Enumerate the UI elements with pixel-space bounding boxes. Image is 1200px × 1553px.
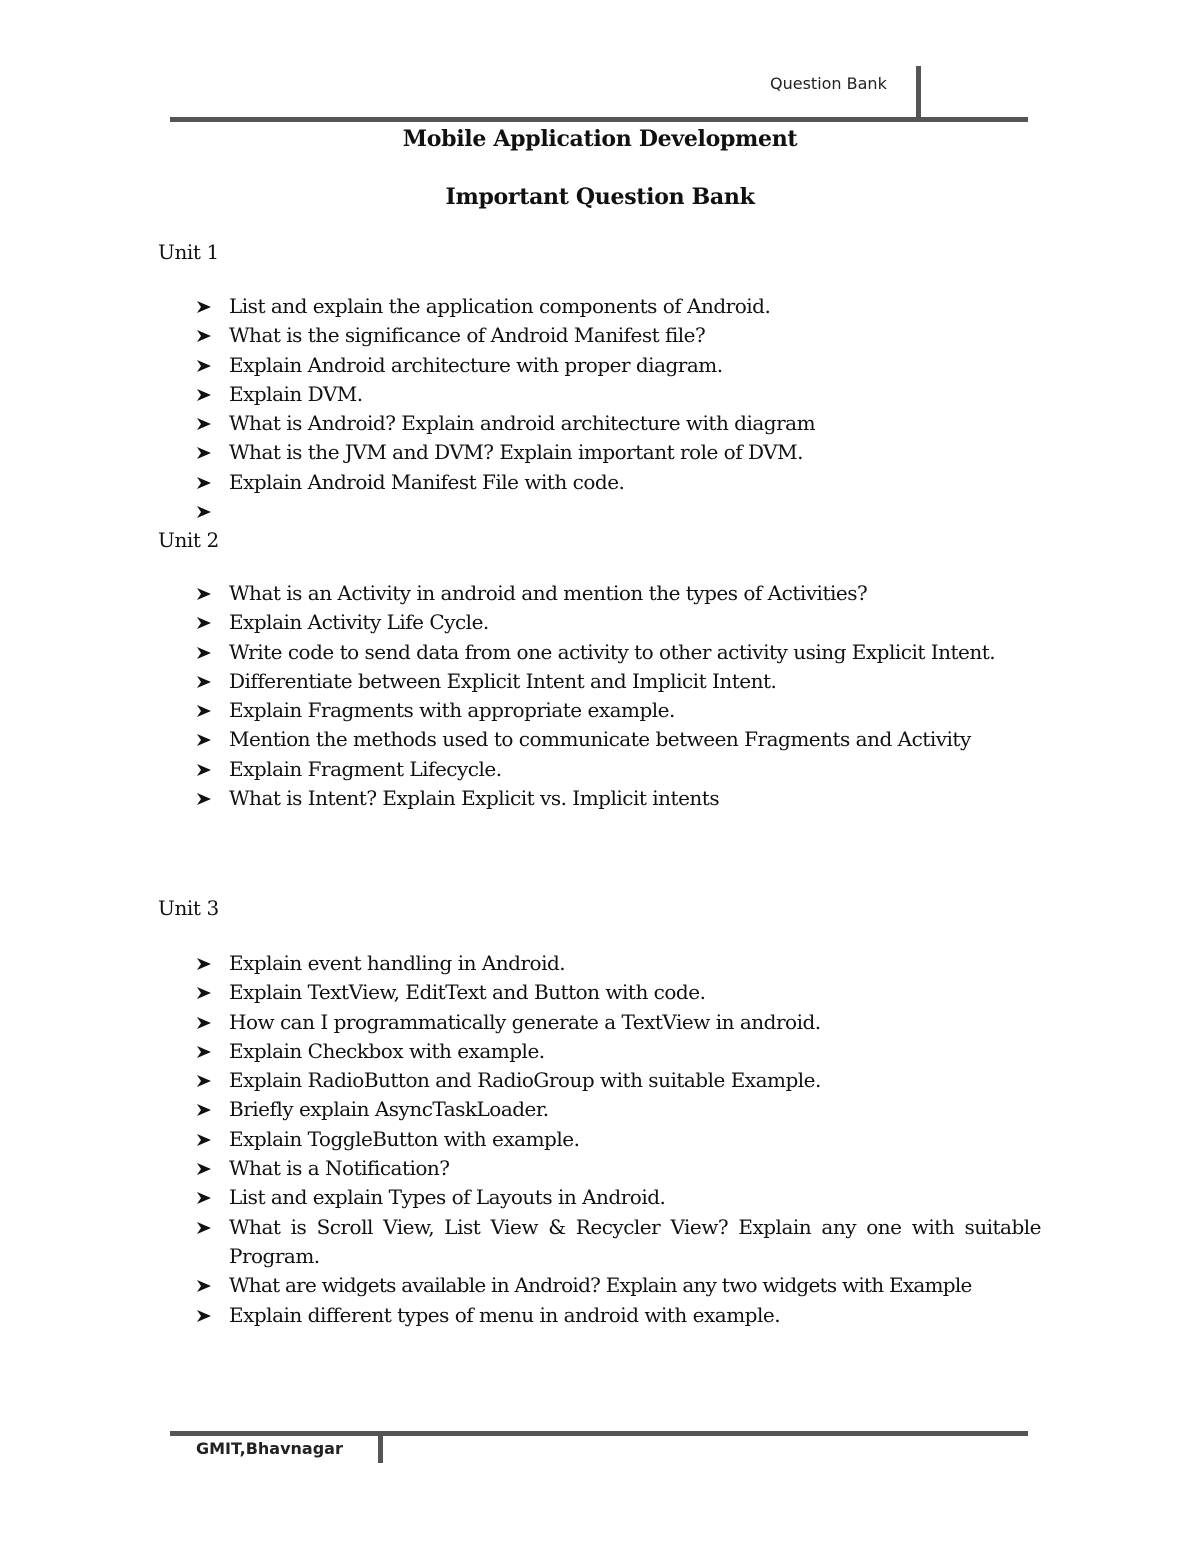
question-text: Explain different types of menu in android with example. [229,1302,781,1327]
footer-vertical-rule [378,1433,383,1463]
question-text: Explain Android Manifest File with code. [229,469,625,494]
list-item [196,351,1056,380]
list-item [196,608,1056,637]
arrow-bullet-icon [196,388,212,402]
arrow-bullet-icon [196,616,212,630]
question-text: What is the JVM and DVM? Explain important role of DVM. [229,440,803,465]
list-item [196,1271,1056,1300]
arrow-bullet-icon [196,763,212,777]
arrow-bullet-icon [196,329,212,343]
arrow-bullet-icon [196,1074,212,1088]
list-item [196,667,1056,696]
question-text: What are widgets available in Android? Explain any two widgets with Example [229,1273,972,1298]
list-item [196,1213,1041,1272]
arrow-bullet-icon [196,476,212,490]
arrow-bullet-icon [196,646,212,660]
arrow-bullet-icon [196,1133,212,1147]
question-text: Write code to send data from one activity to other activity using Explicit Intent. [229,639,996,664]
list-item [196,1008,1056,1037]
arrow-bullet-icon [196,733,212,747]
arrow-bullet-icon [196,1016,212,1030]
list-item [196,696,1056,725]
arrow-bullet-icon [196,300,212,314]
list-item [196,784,1056,813]
unit-heading: Unit 2 [158,528,219,552]
question-text: What is the significance of Android Manifest file? [229,323,706,348]
question-list-unit-1 [196,292,1056,526]
question-text: Explain RadioButton and RadioGroup with suitable Example. [229,1068,821,1093]
question-text: Differentiate between Explicit Intent and Implicit Intent. [229,668,777,693]
list-item [196,1183,1056,1212]
list-item [196,1125,1056,1154]
list-item [196,949,1056,978]
question-text: Explain TextView, EditText and Button with code. [229,980,706,1005]
arrow-bullet-icon [196,417,212,431]
question-text: Explain Fragment Lifecycle. [229,756,502,781]
question-list-unit-2 [196,579,1056,813]
question-text: Explain ToggleButton with example. [229,1126,580,1151]
question-text: What is an Activity in android and mention the types of Activities? [229,581,868,605]
arrow-bullet-icon [196,446,212,460]
question-text: Explain Checkbox with example. [229,1038,545,1063]
arrow-bullet-icon [196,792,212,806]
arrow-bullet-icon [196,704,212,718]
document-subtitle: Important Question Bank [445,184,755,210]
footer-horizontal-rule [170,1431,1028,1436]
list-item [196,1301,1056,1330]
list-item [196,1037,1056,1066]
document-title: Mobile Application Development [402,126,798,152]
unit-heading: Unit 1 [158,240,219,264]
question-text: What is Intent? Explain Explicit vs. Implicit intents [229,786,720,811]
unit-heading: Unit 3 [158,896,219,920]
list-item [196,497,1056,526]
arrow-bullet-icon [196,1103,212,1117]
list-item [196,380,1056,409]
list-item [196,1066,1056,1095]
arrow-bullet-icon [196,957,212,971]
question-text: Mention the methods used to communicate between Fragments and Activity [229,727,971,752]
question-text: Explain event handling in Android. [229,951,566,975]
question-text: List and explain the application components of Android. [229,294,771,318]
list-item [196,1154,1056,1183]
question-text: Explain Android architecture with proper diagram. [229,352,723,377]
arrow-bullet-icon [196,1221,212,1235]
arrow-bullet-icon [196,675,212,689]
arrow-bullet-icon [196,1191,212,1205]
list-item [196,755,1056,784]
arrow-bullet-icon [196,587,212,601]
question-text: Explain DVM. [229,381,363,406]
question-text: Explain Activity Life Cycle. [229,610,489,635]
page-footer-label: GMIT,Bhavnagar [196,1439,343,1458]
list-item [196,725,1056,754]
arrow-bullet-icon [196,1309,212,1323]
question-text: How can I programmatically generate a TextView in android. [229,1009,821,1034]
arrow-bullet-icon [196,505,212,519]
list-item [196,1095,1056,1124]
question-text: List and explain Types of Layouts in Android. [229,1185,666,1210]
list-item [196,409,1056,438]
list-item [196,292,1056,321]
question-text: Explain Fragments with appropriate example. [229,698,675,723]
list-item [196,468,1056,497]
list-item [196,978,1056,1007]
question-text: What is a Notification? [229,1156,450,1181]
question-list-unit-3 [196,949,1056,1330]
list-item [196,638,1041,667]
question-text: What is Scroll View, List View & Recycler View? Explain any one with suitable Program. [229,1214,1041,1268]
header-horizontal-rule [170,117,1028,122]
header-vertical-rule [916,66,921,118]
arrow-bullet-icon [196,359,212,373]
question-text: Briefly explain AsyncTaskLoader. [229,1097,549,1122]
arrow-bullet-icon [196,1045,212,1059]
question-text: What is Android? Explain android architecture with diagram [229,411,816,436]
list-item [196,579,1056,608]
arrow-bullet-icon [196,1279,212,1293]
list-item [196,438,1056,467]
arrow-bullet-icon [196,1162,212,1176]
page-header-label: Question Bank [770,74,887,93]
arrow-bullet-icon [196,986,212,1000]
list-item [196,321,1056,350]
